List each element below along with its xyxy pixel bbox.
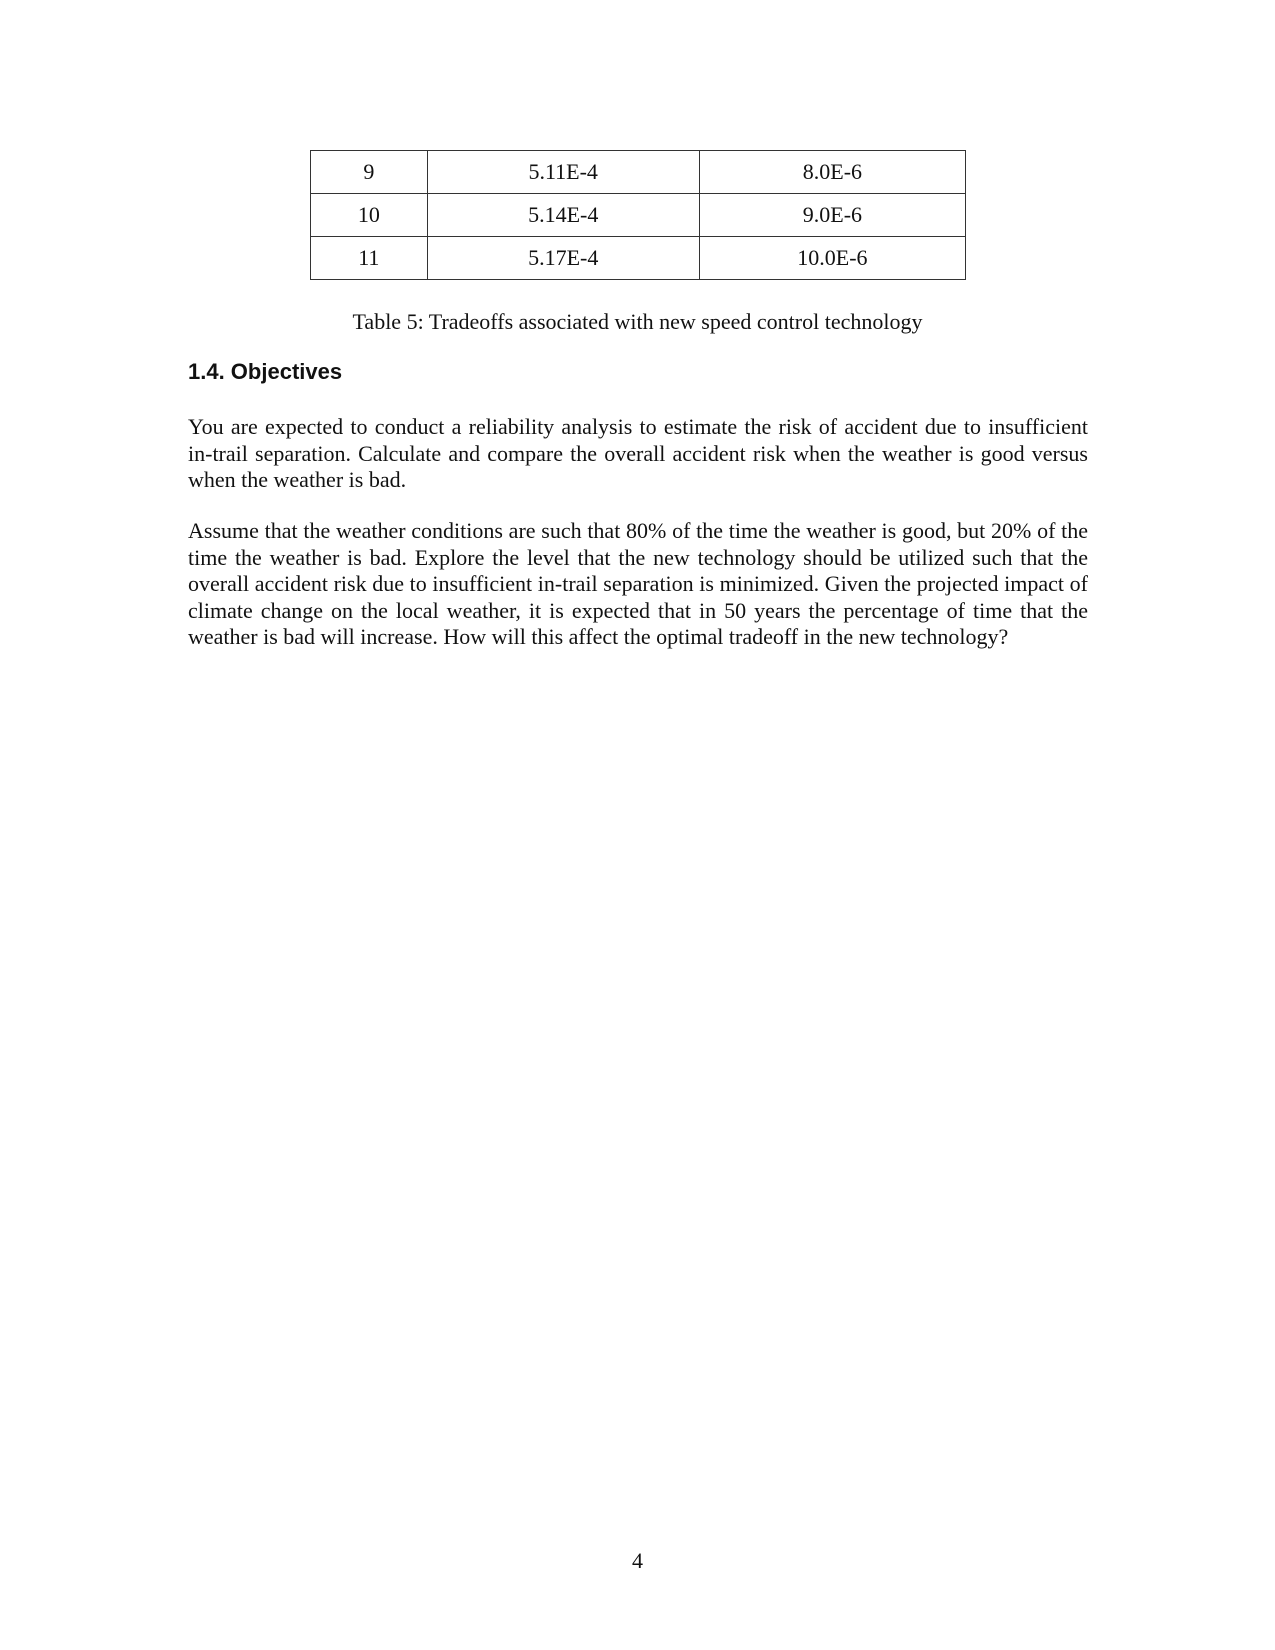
paragraph: You are expected to conduct a reliability analysis to estimate the risk of accident due to insufficient in-trail separation. Calculate and compare the overall accident risk when the weather is good versus when the weather is bad.: [188, 414, 1088, 492]
table-row: [311, 151, 966, 194]
table-cell: 10: [311, 194, 428, 237]
table-cell: 10.0E-6: [699, 237, 965, 280]
table-cell: 9.0E-6: [699, 194, 965, 237]
table-row: [311, 237, 966, 280]
paragraph: Assume that the weather conditions are such that 80% of the time the weather is good, but 20% of the time the weather is bad. Explore the level that the new technology should be utilized such that the overall accident risk due to insufficient in-trail separation is minimized. Given the projected impact of climate change on the local weather, it is expected that in 50 years the percentage of time that the weather is bad will increase. How will this affect the optimal tradeoff in the new technology?: [188, 518, 1088, 649]
section-heading: 1.4. Objectives: [188, 359, 343, 384]
table-cell: 5.17E-4: [427, 237, 699, 280]
table-cell: 5.14E-4: [427, 194, 699, 237]
table-cell: 11: [311, 237, 428, 280]
tradeoffs-table: [310, 150, 966, 280]
table-caption: Table 5: Tradeoffs associated with new speed control technology: [352, 309, 923, 334]
table-cell: 5.11E-4: [427, 151, 699, 194]
table-cell: 9: [311, 151, 428, 194]
page-number: 4: [632, 1548, 643, 1573]
table-cell: 8.0E-6: [699, 151, 965, 194]
table-row: [311, 194, 966, 237]
